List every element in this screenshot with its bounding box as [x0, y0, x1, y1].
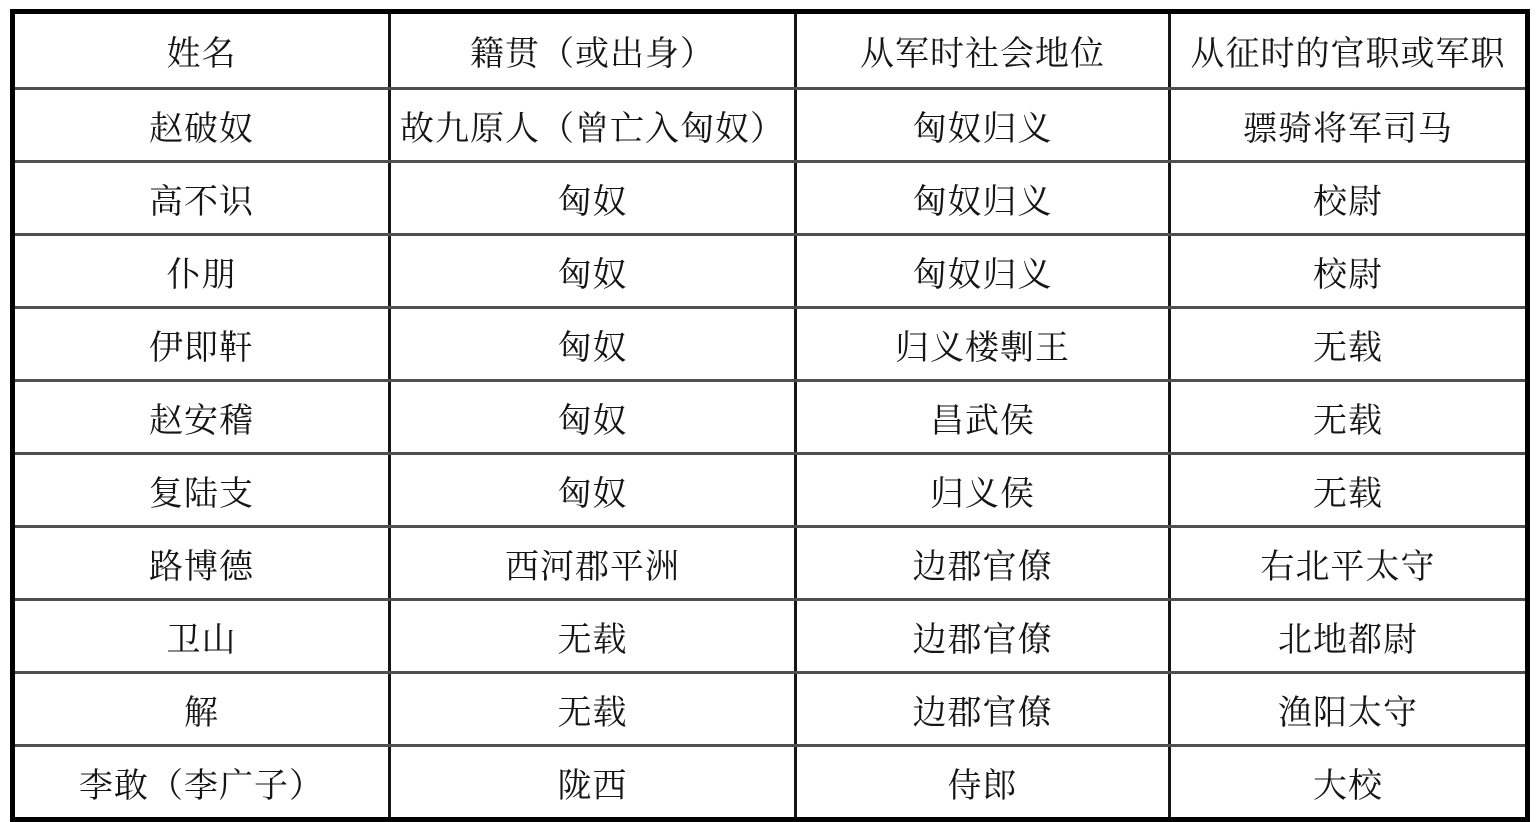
- cell-military-post: 渔阳太守: [1170, 673, 1528, 746]
- cell-name: 赵安稽: [13, 381, 390, 454]
- cell-origin: 无载: [390, 673, 796, 746]
- cell-name: 仆朋: [13, 235, 390, 308]
- cell-military-post: 骠骑将军司马: [1170, 89, 1528, 162]
- cell-origin: 匈奴: [390, 454, 796, 527]
- cell-military-post: 无载: [1170, 308, 1528, 381]
- table-row: [13, 746, 1528, 820]
- column-header-origin: 籍贯（或出身）: [390, 12, 796, 89]
- cell-social-status: 归义楼剸王: [796, 308, 1170, 381]
- cell-origin: 匈奴: [390, 162, 796, 235]
- han-generals-roster-table: [10, 9, 1530, 822]
- cell-social-status: 匈奴归义: [796, 162, 1170, 235]
- cell-social-status: 匈奴归义: [796, 89, 1170, 162]
- cell-origin: 无载: [390, 600, 796, 673]
- cell-name: 卫山: [13, 600, 390, 673]
- cell-name: 高不识: [13, 162, 390, 235]
- cell-name: 路博德: [13, 527, 390, 600]
- cell-name: 赵破奴: [13, 89, 390, 162]
- table-row: [13, 235, 1528, 308]
- cell-military-post: 无载: [1170, 454, 1528, 527]
- cell-origin: 匈奴: [390, 308, 796, 381]
- cell-social-status: 边郡官僚: [796, 600, 1170, 673]
- cell-name: 李敢（李广子）: [13, 746, 390, 820]
- table-row: [13, 381, 1528, 454]
- column-header-name: 姓名: [13, 12, 390, 89]
- column-header-military-post: 从征时的官职或军职: [1170, 12, 1528, 89]
- cell-name: 解: [13, 673, 390, 746]
- cell-social-status: 边郡官僚: [796, 527, 1170, 600]
- cell-military-post: 校尉: [1170, 235, 1528, 308]
- cell-military-post: 校尉: [1170, 162, 1528, 235]
- cell-social-status: 匈奴归义: [796, 235, 1170, 308]
- table-row: [13, 673, 1528, 746]
- table-row: [13, 308, 1528, 381]
- table-row: [13, 600, 1528, 673]
- table-row: [13, 89, 1528, 162]
- cell-social-status: 边郡官僚: [796, 673, 1170, 746]
- column-header-social-status: 从军时社会地位: [796, 12, 1170, 89]
- cell-military-post: 大校: [1170, 746, 1528, 820]
- table-row: [13, 454, 1528, 527]
- cell-origin: 西河郡平洲: [390, 527, 796, 600]
- cell-social-status: 侍郎: [796, 746, 1170, 820]
- cell-origin: 匈奴: [390, 235, 796, 308]
- header-row: [13, 12, 1528, 89]
- cell-origin: 陇西: [390, 746, 796, 820]
- cell-military-post: 北地都尉: [1170, 600, 1528, 673]
- table-row: [13, 527, 1528, 600]
- cell-military-post: 右北平太守: [1170, 527, 1528, 600]
- cell-origin: 故九原人（曾亡入匈奴）: [390, 89, 796, 162]
- cell-origin: 匈奴: [390, 381, 796, 454]
- table-row: [13, 162, 1528, 235]
- cell-military-post: 无载: [1170, 381, 1528, 454]
- cell-social-status: 归义侯: [796, 454, 1170, 527]
- cell-name: 复陆支: [13, 454, 390, 527]
- cell-name: 伊即靬: [13, 308, 390, 381]
- cell-social-status: 昌武侯: [796, 381, 1170, 454]
